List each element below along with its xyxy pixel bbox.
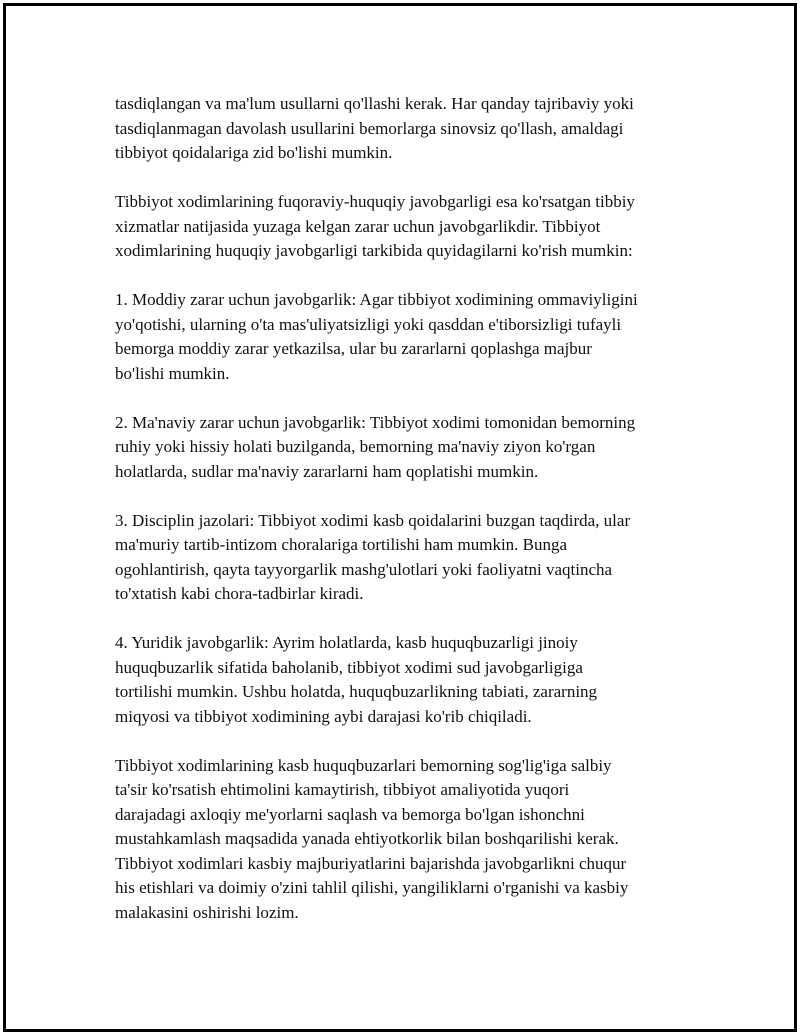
- paragraph-civil-liability: Tibbiyot xodimlarining fuqoraviy-huquqiy javobgarligi esa ko'rsatgan tibbiy xizmatlar natijasida yuzaga kelgan zarar uchun javobgarlikdir. Tibbiyot xodimlarining huquqiy javobgarligi tarkibida quyidagilarni ko'rish mumkin:: [115, 192, 635, 260]
- paragraph-conclusion: Tibbiyot xodimlarining kasb huquqbuzarlari bemorning sog'lig'iga salbiy ta'sir ko'rsatish ehtimolini kamaytirish, tibbiyot amaliyotida yuqori darajadagi axloqiy me'yorlarni saqlash va bemorga bo'lgan ishonchni mustahkamlash maqsadida yanada ehtiyotkorlik bilan boshqarilishi kerak. Tibbiyot xodimlari kasbiy majburiyatlarini bajarishda javobgarlikni chuqur his etishlari va doimiy o'zini tahlil qilishi, yangiliklarni o'rganishi va kasbiy malakasini oshirishi lozim.: [115, 755, 629, 922]
- paragraph-intro-continuation: tasdiqlangan va ma'lum usullarni qo'llashi kerak. Har qanday tajribaviy yoki tasdiqlanmagan davolash usullarini bemorlarga sinovsiz qo'llash, amaldagi tibbiyot qoidalariga zid bo'lishi mumkin.: [115, 94, 634, 162]
- list-item-material-damage: 1. Moddiy zarar uchun javobgarlik: Agar tibbiyot xodimining ommaviyligini yo'qotishi, ularning o'ta mas'uliyatsizligi yoki qasddan e'tiborsizligi tufayli bemorga moddiy zarar yetkazilsa, ular bu zararlarni qoplashga majbur bo'lishi mumkin.: [115, 290, 638, 383]
- list-item-disciplinary: 3. Disciplin jazolari: Tibbiyot xodimi kasb qoidalarini buzgan taqdirda, ular ma'muriy tartib-intizom choralariga tortilishi ham mumkin. Bunga ogohlantirish, qayta tayyorgarlik mashg'ulotlari yoki faoliyatni vaqtincha to'xtatish kabi chora-tadbirlar kiradi.: [115, 510, 631, 603]
- list-item-moral-damage: 2. Ma'naviy zarar uchun javobgarlik: Tibbiyot xodimi tomonidan bemorning ruhiy yoki hissiy holati buzilganda, bemorning ma'naviy ziyon ko'rgan holatlarda, sudlar ma'naviy zararlarni ham qoplatishi mumkin.: [115, 412, 636, 481]
- list-item-legal-liability: 4. Yuridik javobgarlik: Ayrim holatlarda, kasb huquqbuzarligi jinoiy huquqbuzarlik sifatida baholanib, tibbiyot xodimi sud javobgarligiga tortilishi mumkin. Ushbu holatda, huquqbuzarlikning tabiati, zararning miqyosi va tibbiyot xodimining aybi darajasi ko'rib chiqiladi.: [115, 633, 598, 726]
- document-body: [115, 92, 690, 950]
